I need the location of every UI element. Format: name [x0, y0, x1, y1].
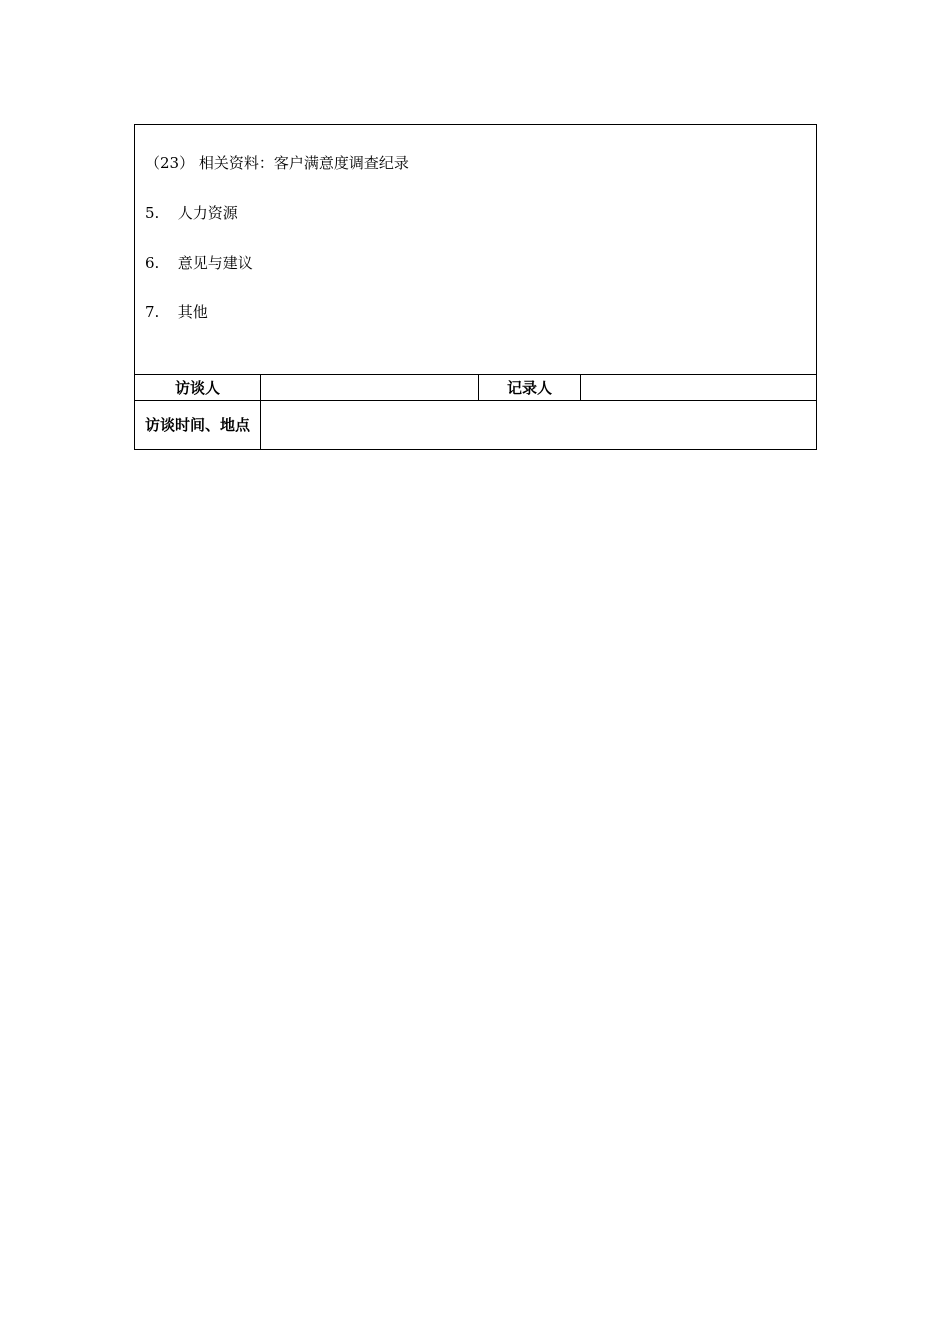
list-item — [145, 302, 208, 322]
list-item-text: 其他 — [177, 303, 208, 321]
time-place-label: 访谈时间、地点 — [135, 401, 261, 450]
related-materials-line: （23） 相关资料：客户满意度调查纪录 — [145, 154, 409, 172]
list-item-number: 5. — [145, 204, 160, 222]
recorder-field[interactable] — [581, 375, 817, 401]
interviewer-label: 访谈人 — [135, 375, 261, 401]
interviewer-field[interactable] — [261, 375, 479, 401]
list-item — [145, 203, 238, 223]
list-item-number: 7. — [145, 303, 160, 321]
interview-form-table — [134, 124, 817, 450]
list-item-text: 人力资源 — [177, 204, 238, 222]
list-item-text: 意见与建议 — [177, 254, 253, 272]
list-item-number: 6. — [145, 254, 160, 272]
time-place-field[interactable] — [261, 401, 817, 450]
list-item — [145, 253, 253, 273]
content-section — [135, 125, 817, 375]
recorder-label: 记录人 — [479, 375, 581, 401]
